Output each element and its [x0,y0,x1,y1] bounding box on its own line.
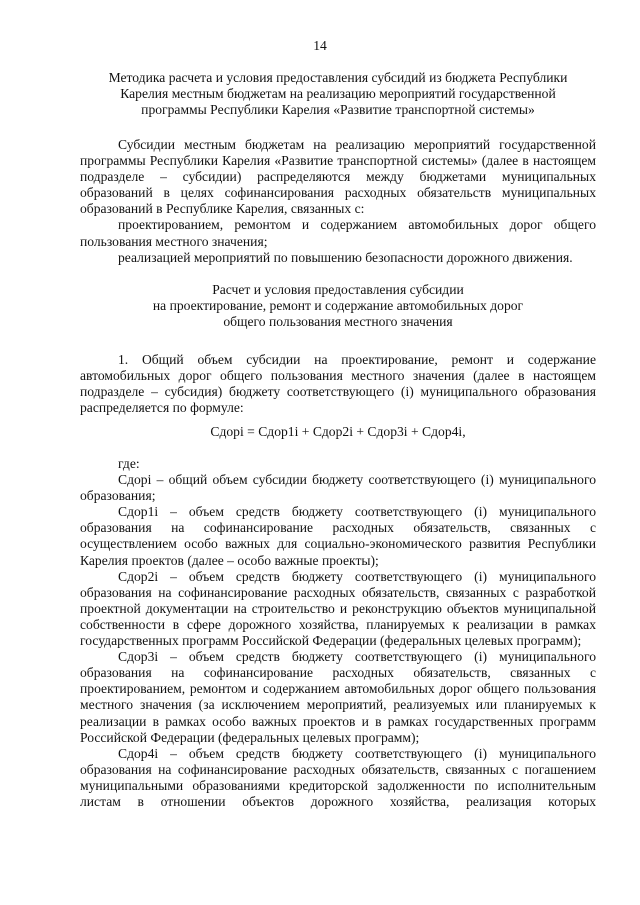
title-line: Карелия местным бюджетам на реализацию мероприятий государственной [120,86,556,102]
definition-item: Сдор3i – объем средств бюджету соответствующего (i) муниципального образования на софинансирование расходных обязательств, связанных с проектированием, ремонтом и содержанием автомобильных дорог общего пользования местного значения (за исключением мероприятий, реализуемых или планируемых к реализации в рамках особо важных проектов и в рамках государственных программ Российской Федерации (федеральных целевых программ); [80,649,596,745]
page-number: 14 [313,38,327,53]
title-line: программы Республики Карелия «Развитие транспортной системы» [141,102,535,118]
section-title [80,282,596,330]
document-title [80,70,596,118]
section-title-line: общего пользования местного значения [223,314,453,330]
definition-item: Сдор1i – объем средств бюджету соответствующего (i) муниципального образования на софинансирование расходных обязательств, связанных с осуществлением особо важных для социально-экономического развития Республики Карелия проектов (далее – особо важные проекты); [80,504,596,568]
intro-paragraph: реализацией мероприятий по повышению безопасности дорожного движения. [118,249,573,265]
item-1 [80,352,596,416]
definition-item: Сдор4i – объем средств бюджету соответствующего (i) муниципального образования на софинансирование расходных обязательств, связанных с погашением муниципальными образованиями кредиторской задолженности по исполнительным листам в отношении объектов дорожного хозяйства, реализация которых [80,745,596,809]
section-title-line: Расчет и условия предоставления субсидии [212,282,464,297]
definition-item: Сдорi – общий объем субсидии бюджету соответствующего (i) муниципального образования; [80,472,596,504]
intro-paragraph: Субсидии местным бюджетам на реализацию мероприятий государственной программы Республики Карелия «Развитие транспортной системы» (далее в настоящем подразделе – субсидии) распределяются между бюджетами муниципальных образований в целях софинансирования расходных обязательств муниципальных образований в Республике Карелия, связанных с: [80,137,596,217]
item-1-paragraph: 1. Общий объем субсидии на проектирование, ремонт и содержание автомобильных дорог общего пользования местного значения (далее в настоящем подразделе – субсидия) бюджету соответствующего (i) муниципального образования распределяется по формуле: [80,352,596,416]
section-title-line: на проектирование, ремонт и содержание автомобильных дорог [152,298,524,314]
definition-item: Сдор2i – объем средств бюджету соответствующего (i) муниципального образования на софинансирование расходных обязательств, связанных с разработкой проектной документации на строительство и реконструкцию объектов муниципальной собственности в сфере дорожного хозяйства, планируемых к реализации в рамках государственных программ Российской Федерации (федеральных целевых программ); [80,568,596,649]
formula: Сдорi = Сдор1i + Сдор2i + Сдор3i + Сдор4i, [210,424,466,439]
intro-section [80,137,596,266]
where-label: где: [118,456,140,471]
intro-paragraph: проектированием, ремонтом и содержанием автомобильных дорог общего пользования местного значения; [80,217,596,249]
definitions [80,456,596,810]
title-line: Методика расчета и условия предоставления субсидий из бюджета Республики [108,70,568,85]
